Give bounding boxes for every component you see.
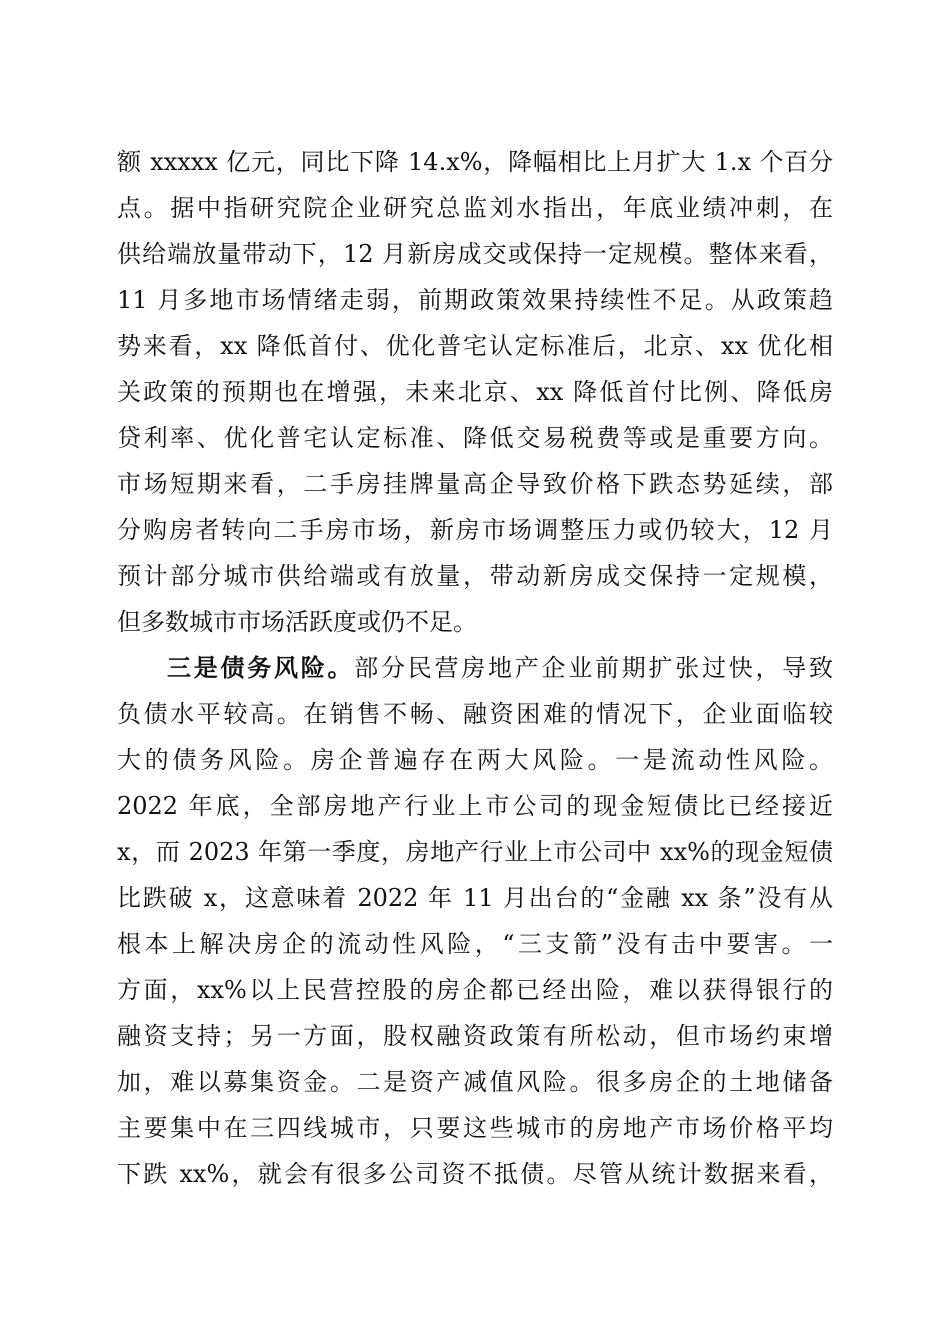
body-text-span: 部分民营房地产企业前期扩张过快，导致 [354, 654, 833, 682]
body-text-line: 分购房者转向二手房市场，新房市场调整压力或仍较大，12 月 [117, 516, 833, 544]
body-text-line: 供给端放量带动下，12 月新房成交或保持一定规模。整体来看， [117, 240, 833, 268]
paragraph-first-line [167, 644, 833, 692]
body-text-line: 点。据中指研究院企业研究总监刘水指出，年底业绩冲刺，在 [117, 194, 833, 222]
body-text-line: 额 xxxxx 亿元，同比下降 14.x%，降幅相比上月扩大 1.x 个百分 [117, 148, 833, 176]
body-text-line: 势来看，xx 降低首付、优化普宅认定标准后，北京、xx 优化相 [117, 332, 833, 360]
body-text-line: 方面，xx%以上民营控股的房企都已经出险，难以获得银行的 [117, 976, 833, 1004]
body-text-line: 大的债务风险。房企普遍存在两大风险。一是流动性风险。 [117, 746, 833, 774]
body-text-line: 加，难以募集资金。二是资产减值风险。很多房企的土地储备 [117, 1068, 833, 1096]
body-text-line: 11 月多地市场情绪走弱，前期政策效果持续性不足。从政策趋 [117, 286, 833, 314]
body-text-line: 关政策的预期也在增强，未来北京、xx 降低首付比例、降低房 [117, 378, 833, 406]
section-heading: 三是债务风险。 [167, 653, 355, 682]
body-text-line: 预计部分城市供给端或有放量，带动新房成交保持一定规模， [117, 562, 833, 590]
body-text-line: 负债水平较高。在销售不畅、融资困难的情况下，企业面临较 [117, 700, 833, 728]
body-text-line: 贷利率、优化普宅认定标准、降低交易税费等或是重要方向。 [117, 424, 833, 452]
body-text-line: x，而 2023 年第一季度，房地产行业上市公司中 xx%的现金短债 [117, 838, 833, 866]
body-text-line: 比跌破 x，这意味着 2022 年 11 月出台的“金融 xx 条”没有从 [117, 884, 833, 912]
body-text-line: 2022 年底，全部房地产行业上市公司的现金短债比已经接近 [117, 792, 833, 820]
body-text-line: 融资支持；另一方面，股权融资政策有所松动，但市场约束增 [117, 1022, 833, 1050]
body-text-line: 下跌 xx%，就会有很多公司资不抵债。尽管从统计数据来看， [117, 1160, 833, 1188]
body-text-line: 根本上解决房企的流动性风险，“三支箭”没有击中要害。一 [117, 930, 833, 958]
body-text-line: 市场短期来看，二手房挂牌量高企导致价格下跌态势延续，部 [117, 470, 833, 498]
body-text-line: 主要集中在三四线城市，只要这些城市的房地产市场价格平均 [117, 1114, 833, 1142]
body-text-line: 但多数城市市场活跃度或仍不足。 [117, 608, 477, 636]
